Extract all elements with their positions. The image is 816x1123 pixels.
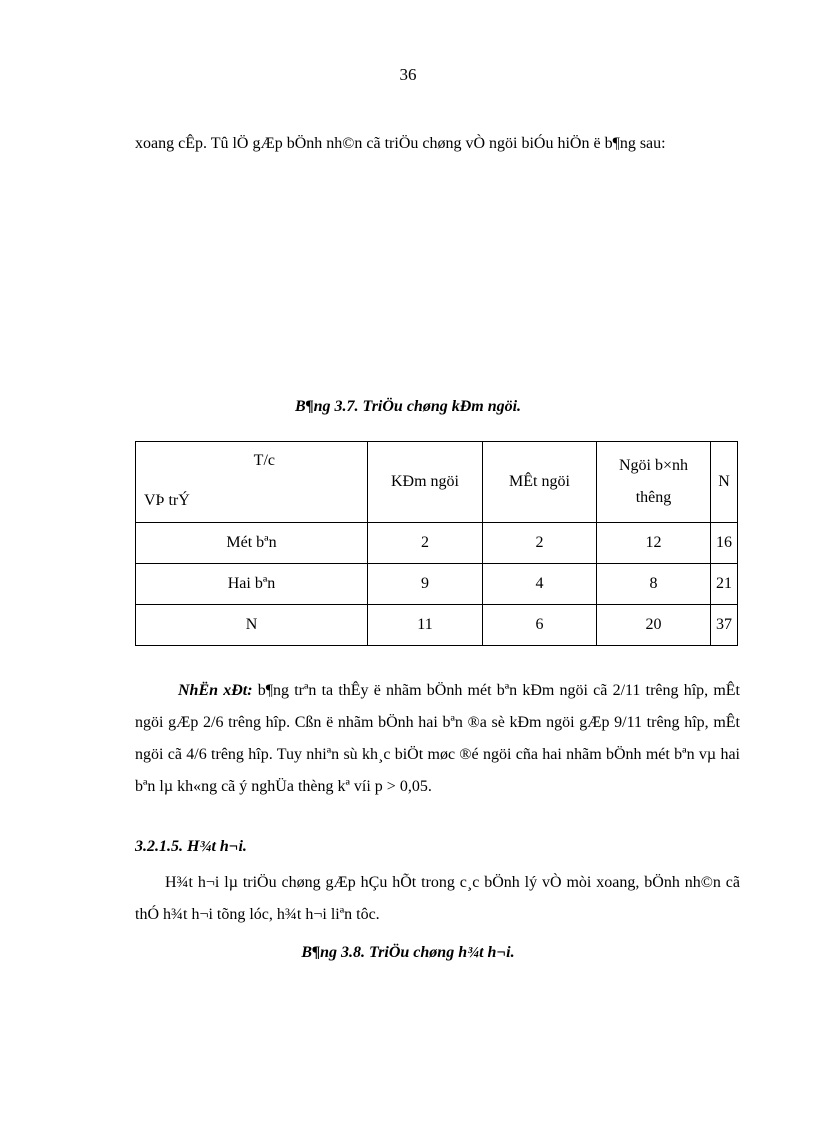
- column-header: Ngöi b×nh thêng: [596, 442, 710, 523]
- row-label: N: [136, 605, 368, 646]
- intro-paragraph: xoang cÊp. Tû lÖ gÆp bÖnh nh©n cã triÖu chøng vÒ ngöi biÓu hiÖn ë b¶ng sau:: [135, 135, 666, 152]
- corner-cell: [136, 442, 368, 523]
- row-label: Mét bªn: [136, 523, 368, 564]
- column-header: KÐm ngöi: [367, 442, 482, 523]
- page-number: 36: [399, 65, 417, 84]
- table-row: [136, 523, 738, 564]
- table-cell: 21: [710, 564, 737, 605]
- section-heading: 3.2.1.5. H¾t h¬i.: [135, 838, 247, 855]
- table-cell: 12: [596, 523, 710, 564]
- table-cell: 2: [367, 523, 482, 564]
- table-cell: 20: [596, 605, 710, 646]
- table-row: [136, 564, 738, 605]
- smell-symptom-table: [135, 441, 738, 646]
- column-header: N: [710, 442, 737, 523]
- row-label: Hai bªn: [136, 564, 368, 605]
- table-cell: 2: [482, 523, 596, 564]
- table-cell: 4: [482, 564, 596, 605]
- observation-lead: NhËn xÐt:: [178, 682, 253, 699]
- table-cell: 37: [710, 605, 737, 646]
- table-cell: 6: [482, 605, 596, 646]
- column-header: MÊt ngöi: [482, 442, 596, 523]
- observation-text: b¶ng trªn ta thÊy ë nhãm bÖnh mét bªn kÐm ngöi cã 2/11 trêng hîp, mÊt ngöi gÆp 2/6 trêng hîp. Cßn ë nhãm bÖnh hai bªn ®a sè kÐm ngöi gÆp 9/11 trêng hîp, mÊt ngöi cã 4/6 trêng hîp. Tuy nhiªn sù kh¸c biÖt møc ®é ngöi cña hai nhãm bÖnh mét bªn vµ hai bªn lµ kh«ng cã ý nghÜa thèng kª víi p > 0,05.: [135, 682, 741, 795]
- sneeze-paragraph: H¾t h¬i lµ triÖu chøng gÆp hÇu hÕt trong c¸c bÖnh lý vÒ mòi xoang, bÖnh nh©n cã thÓ h¾t h¬i tõng lóc, h¾t h¬i liªn tôc.: [135, 874, 740, 923]
- table-cell: 8: [596, 564, 710, 605]
- table-3-7-caption: B¶ng 3.7. TriÖu chøng kÐm ngöi.: [294, 398, 522, 415]
- observation-paragraph: [135, 675, 740, 803]
- table-header-row: [136, 442, 738, 523]
- table-cell: 16: [710, 523, 737, 564]
- corner-top-label: T/c: [253, 452, 275, 469]
- table-cell: 9: [367, 564, 482, 605]
- table-row: [136, 605, 738, 646]
- table-cell: 11: [367, 605, 482, 646]
- table-3-8-caption: B¶ng 3.8. TriÖu chøng h¾t h¬i.: [301, 944, 515, 961]
- corner-bottom-label: VÞ trÝ: [144, 492, 190, 509]
